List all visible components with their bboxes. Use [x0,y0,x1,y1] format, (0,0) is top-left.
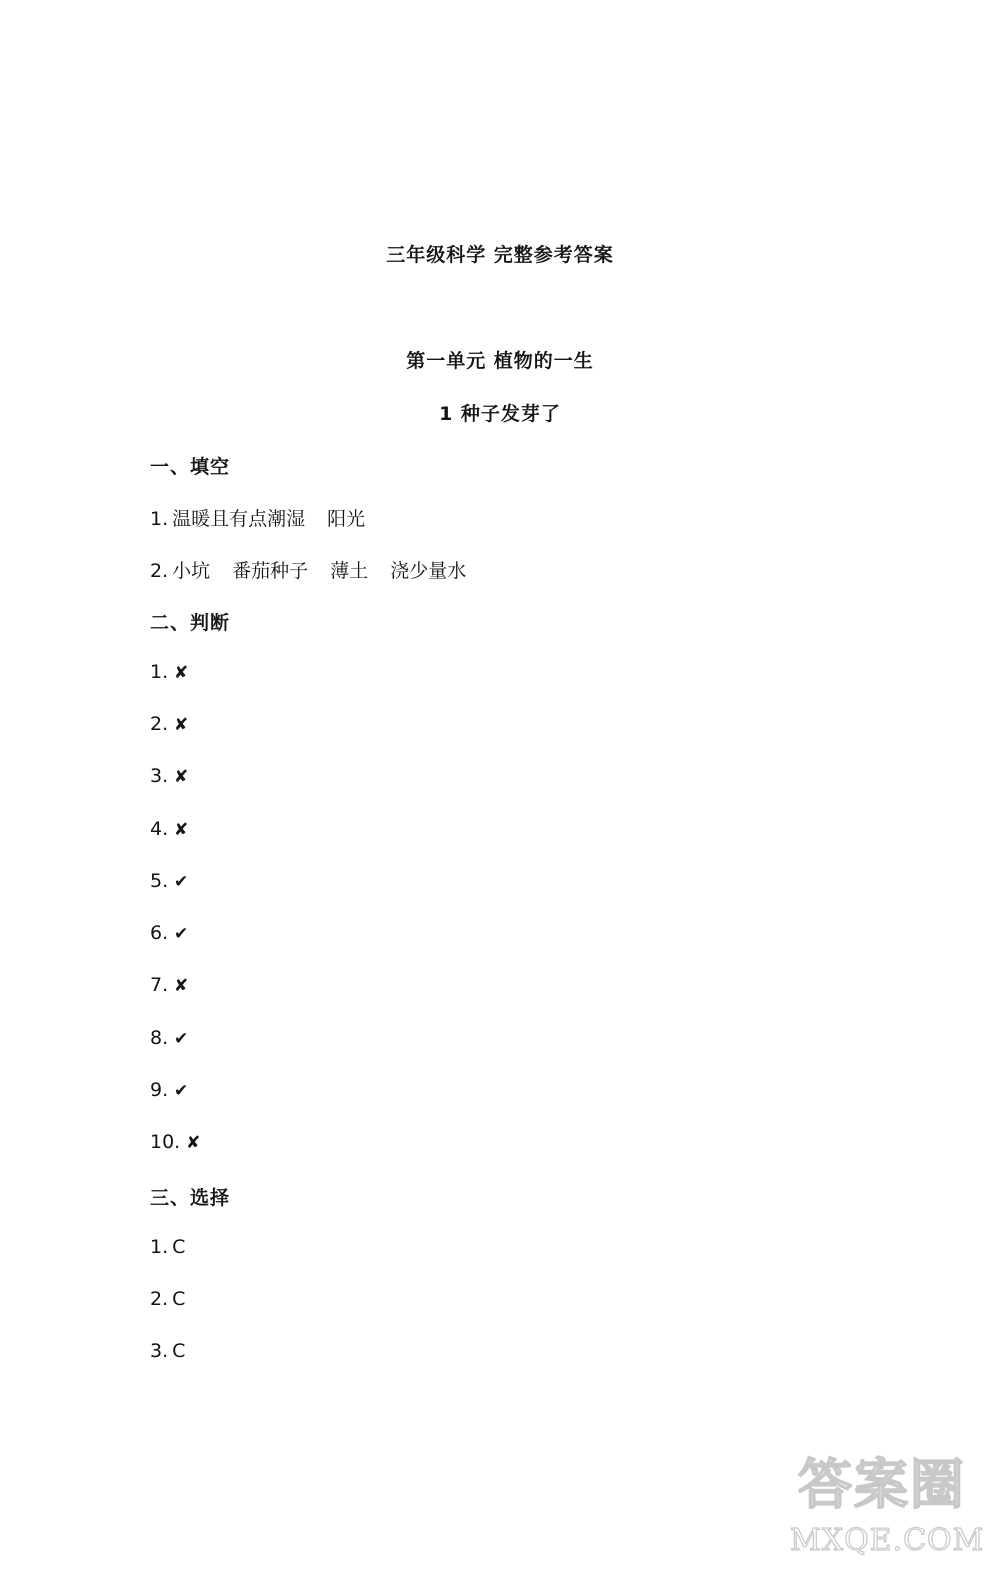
cross-mark-icon: ✘ [174,715,189,735]
cross-mark-icon: ✘ [174,767,189,787]
check-mark-icon: ✔ [174,1081,189,1101]
cross-mark-icon: ✘ [174,976,189,996]
section-heading-choice: 三、选择 [150,1187,231,1209]
site-watermark [790,1442,990,1562]
answer-text: 阳光 [327,508,366,530]
document-title: 三年级科学 完整参考答案 [386,244,614,266]
answer-number: 10. [150,1131,181,1153]
judge-answer-2 [150,713,190,735]
answer-text: C [172,1236,186,1258]
section-heading-fill: 一、填空 [150,456,231,478]
choice-answer-1 [150,1236,185,1258]
check-mark-icon: ✔ [174,872,189,892]
judge-answer-4 [150,818,190,840]
answer-number: 3. [150,1340,169,1362]
fill-answer-1 [150,504,365,531]
answer-text: 浇少量水 [390,560,467,582]
check-mark-icon: ✔ [174,1029,189,1049]
answer-number: 2. [150,713,169,735]
answer-number: 5. [150,870,169,892]
watermark-logo: 答案圈 [798,1453,966,1516]
judge-answer-5 [150,870,190,892]
answer-text: C [172,1288,186,1310]
choice-answer-3 [150,1340,185,1362]
cross-mark-icon: ✘ [186,1133,201,1153]
answer-text: 薄土 [330,560,369,582]
answer-number: 1. [150,508,169,530]
lesson-title: 1 种子发芽了 [439,403,561,425]
answer-number: 3. [150,765,169,787]
check-mark-icon: ✔ [174,924,189,944]
answer-number: 8. [150,1027,169,1049]
answer-number: 7. [150,974,169,996]
choice-answer-2 [150,1288,185,1310]
section-heading-judge: 二、判断 [150,612,231,634]
answer-text: 番茄种子 [232,560,309,582]
judge-answer-10 [150,1131,202,1153]
judge-answer-9 [150,1079,190,1101]
judge-answer-3 [150,765,190,787]
answer-text: 小坑 [172,560,211,582]
fill-answer-2 [150,556,466,583]
cross-mark-icon: ✘ [174,663,189,683]
judge-answer-7 [150,974,190,996]
judge-answer-6 [150,922,190,944]
answer-number: 2. [150,1288,169,1310]
unit-title: 第一单元 植物的一生 [406,350,594,372]
answer-number: 1. [150,1236,169,1258]
answer-number: 4. [150,818,169,840]
answer-text: 温暖且有点潮湿 [172,508,306,530]
judge-answer-1 [150,661,190,683]
judge-answer-8 [150,1027,190,1049]
answer-number: 6. [150,922,169,944]
answer-number: 1. [150,661,169,683]
answer-number: 9. [150,1079,169,1101]
cross-mark-icon: ✘ [174,820,189,840]
answer-number: 2. [150,560,169,582]
watermark-url: MXQE.COM [790,1523,985,1558]
answer-text: C [172,1340,186,1362]
